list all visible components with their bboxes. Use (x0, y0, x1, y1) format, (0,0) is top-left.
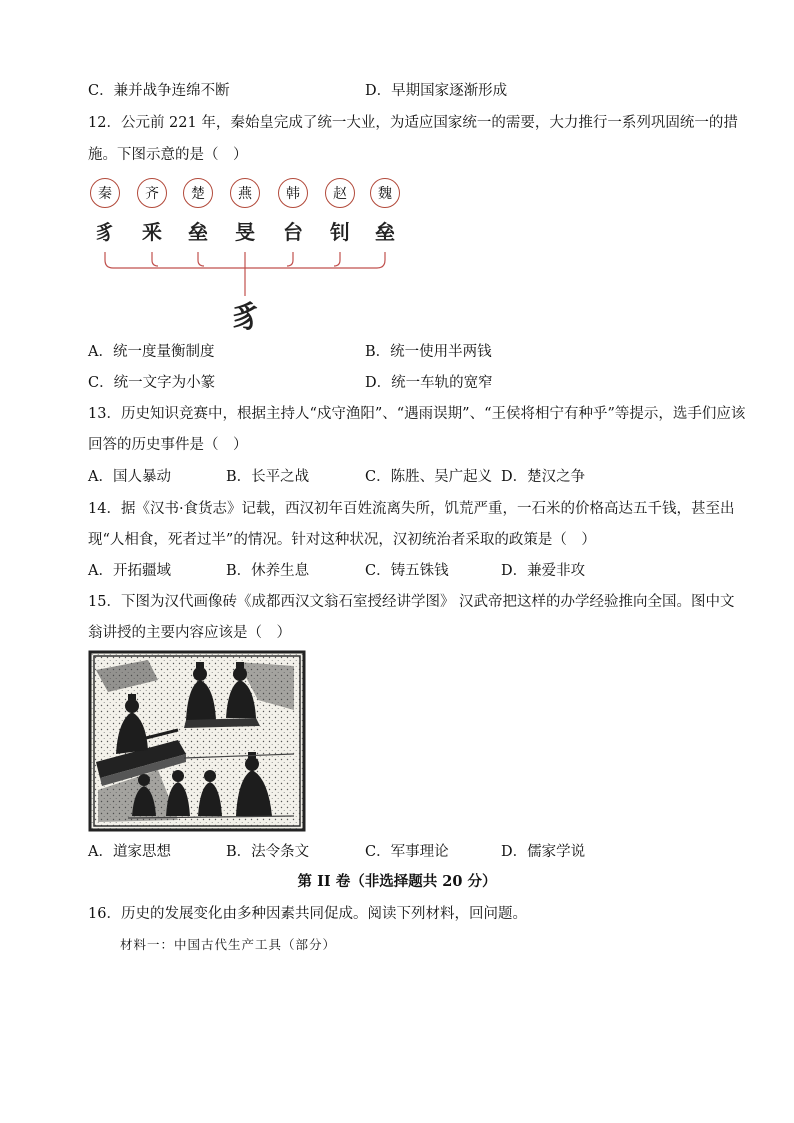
script-qin: 豸 (95, 220, 115, 244)
q11-option-c: C．兼并战争连绵不断 (88, 83, 230, 99)
q13-stem-line2: 回答的历史事件是（ ） (88, 437, 248, 453)
han-brick-relief-image (88, 650, 306, 832)
script-yan: 旻 (235, 220, 255, 244)
q12-option-c: C．统一文字为小篆 (88, 375, 216, 391)
relief-illustration (88, 650, 306, 832)
state-han-circle: 韩 (278, 178, 308, 208)
q14-option-a: A．开拓疆域 (88, 563, 171, 579)
q15-option-b: B．法令条文 (226, 844, 310, 860)
q12-option-d: D．统一车轨的宽窄 (365, 375, 493, 391)
section-2-title: 第 II 卷（非选择题共 20 分） (297, 873, 497, 890)
q15-option-a: A．道家思想 (88, 844, 171, 860)
q12-stem-line1: 12．公元前 221 年，秦始皇完成了统一大业，为适应国家统一的需要，大力推行一系列巩固统一的措 (88, 115, 738, 131)
script-qi: 釆 (142, 220, 162, 244)
state-chu-circle: 楚 (183, 178, 213, 208)
state-wei-circle: 魏 (370, 178, 400, 208)
q14-stem-line1: 14．据《汉书·食货志》记载，西汉初年百姓流离失所，饥荒严重，一石米的价格高达五千钱，甚至出 (88, 501, 735, 517)
q15-option-c: C．军事理论 (365, 844, 449, 860)
q12-stem-line2: 施。下图示意的是（ ） (88, 147, 248, 163)
q13-stem-line1: 13．历史知识竞赛中，根据主持人“戍守渔阳”、“遇雨误期”、“王侯将相宁有种乎”等提示，选手们应该 (88, 406, 746, 422)
bracket-qi (152, 252, 158, 266)
state-qi-circle: 齐 (137, 178, 167, 208)
script-zhao: 钊 (330, 220, 350, 244)
script-chu: 垒 (188, 220, 208, 244)
bracket-han (287, 252, 293, 266)
seal-script-diagram (88, 176, 408, 336)
q15-stem-line1: 15．下图为汉代画像砖《成都西汉文翁石室授经讲学图》 汉武帝把这样的办学经验推向全国。图中文 (88, 594, 735, 610)
q14-option-c: C．铸五铢钱 (365, 563, 449, 579)
q14-option-d: D．兼爱非攻 (501, 563, 586, 579)
q13-option-d: D．楚汉之争 (501, 469, 586, 485)
q13-option-c: C．陈胜、吴广起义 (365, 469, 493, 485)
script-wei: 垒 (375, 220, 395, 244)
q12-option-a: A．统一度量衡制度 (88, 344, 215, 360)
q15-stem-line2: 翁讲授的主要内容应该是（ ） (88, 625, 291, 641)
q13-option-b: B．长平之战 (226, 469, 310, 485)
unified-seal-script: 豸 (231, 300, 261, 335)
q15-option-d: D．儒家学说 (501, 844, 586, 860)
bracket-zhao (334, 252, 340, 266)
q14-option-b: B．休养生息 (226, 563, 310, 579)
q11-option-d: D．早期国家逐渐形成 (365, 83, 508, 99)
state-qin-circle: 秦 (90, 178, 120, 208)
script-han: 台 (283, 220, 303, 244)
q16-material-1-caption: 材料一：中国古代生产工具（部分） (120, 937, 337, 952)
state-yan-circle: 燕 (230, 178, 260, 208)
q16-stem-line1: 16．历史的发展变化由多种因素共同促成。阅读下列材料，回问题。 (88, 906, 527, 922)
q14-stem-line2: 现“人相食，死者过半”的情况。针对这种状况，汉初统治者采取的政策是（ ） (88, 532, 596, 548)
state-zhao-circle: 赵 (325, 178, 355, 208)
bracket-chu (198, 252, 204, 266)
q12-option-b: B．统一使用半两钱 (365, 344, 492, 360)
q13-option-a: A．国人暴动 (88, 469, 171, 485)
